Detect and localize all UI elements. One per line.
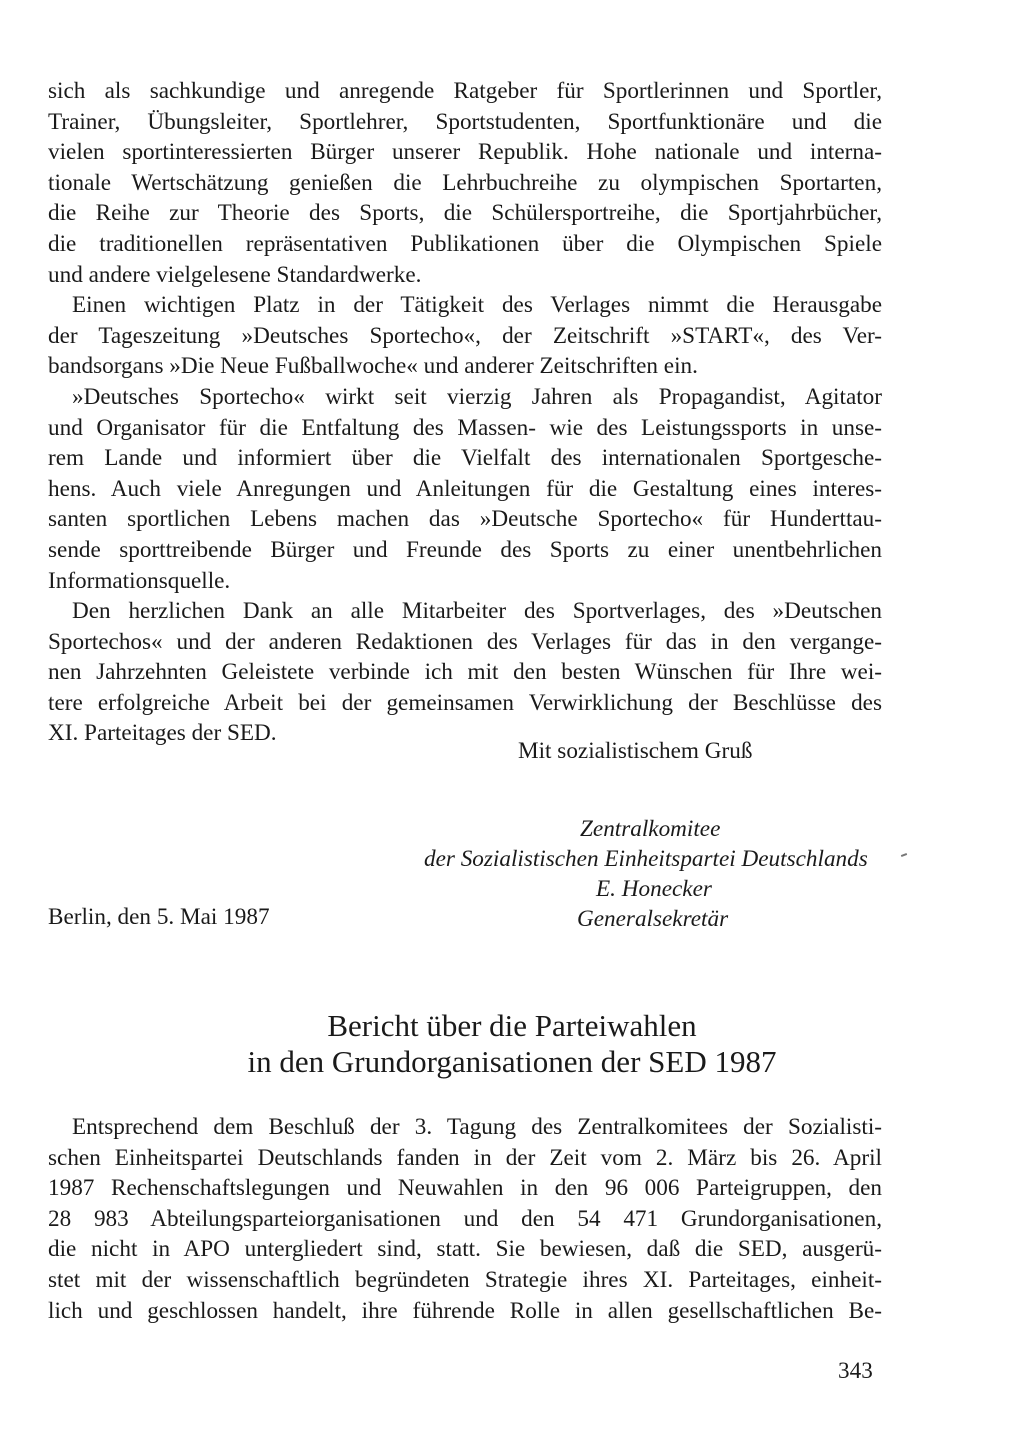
text-line: die nicht in APO untergliedert sind, statt. Sie bewiesen, daß die SED, ausgerü- — [48, 1236, 882, 1263]
text-line: der Tageszeitung »Deutsches Sportecho«, der Zeitschrift »START«, des Ver- — [48, 322, 882, 349]
text-line: 28 983 Abteilungsparteiorganisationen und den 54 471 Grundorganisationen, — [48, 1205, 882, 1232]
place-date: Berlin, den 5. Mai 1987 — [48, 904, 270, 930]
text-line: die traditionellen repräsentativen Publikationen über die Olympischen Spiele — [48, 230, 882, 257]
signature-line: E. Honecker — [596, 876, 712, 902]
text-line: und andere vielgelesene Standardwerke. — [48, 261, 422, 288]
text-line: Informationsquelle. — [48, 567, 231, 594]
text-line: die Reihe zur Theorie des Sports, die Schülersportreihe, die Sportjahrbücher, — [48, 200, 882, 227]
stray-mark — [901, 853, 907, 857]
section-heading — [0, 1008, 1024, 1080]
text-line: Trainer, Übungsleiter, Sportlehrer, Sportstudenten, Sportfunktionäre und die — [48, 108, 882, 135]
greeting: Mit sozialistischem Gruß — [518, 738, 753, 764]
text-line: sich als sachkundige und anregende Ratgeber für Sportlerinnen und Sportler, — [48, 78, 882, 104]
paragraph-1 — [48, 76, 882, 290]
text-line: »Deutsches Sportecho« wirkt seit vierzig Jahren als Propagandist, Agitator — [72, 383, 882, 410]
text-line: Den herzlichen Dank an alle Mitarbeiter des Sportverlages, des »Deutschen — [72, 598, 882, 625]
text-line: 1987 Rechenschaftslegungen und Neuwahlen in den 96 006 Parteigruppen, den — [48, 1175, 882, 1202]
paragraph-3 — [48, 382, 882, 596]
text-line: sende sporttreibende Bürger und Freunde des Sports zu einer unentbehrlichen — [48, 536, 882, 563]
text-line: tere erfolgreiche Arbeit bei der gemeinsamen Verwirklichung der Beschlüsse des — [48, 689, 882, 716]
text-line: bandsorgans »Die Neue Fußballwoche« und anderer Zeitschriften ein. — [48, 353, 698, 380]
paragraph-2 — [48, 290, 882, 382]
text-line: und Organisator für die Entfaltung des Massen- wie des Leistungssports in unse- — [48, 414, 882, 441]
text-line: Entsprechend dem Beschluß der 3. Tagung des Zentralkomitees der Sozialisti- — [72, 1114, 882, 1140]
heading-line: Bericht über die Parteiwahlen — [327, 1008, 697, 1043]
page-number: 343 — [838, 1358, 873, 1384]
text-line: tionale Wertschätzung genießen die Lehrbuchreihe zu olympischen Sportarten, — [48, 169, 882, 196]
body-text-top — [48, 76, 882, 749]
text-line: schen Einheitspartei Deutschlands fanden in der Zeit vom 2. März bis 26. April — [48, 1144, 882, 1171]
text-line: hens. Auch viele Anregungen und Anleitungen für die Gestaltung eines interes- — [48, 475, 882, 502]
signature-line: Zentralkomitee — [580, 816, 721, 842]
signature-line: Generalsekretär — [577, 906, 729, 932]
text-line: rem Lande und informiert über die Vielfalt des internationalen Sportgesche- — [48, 445, 882, 472]
text-line: santen sportlichen Lebens machen das »Deutsche Sportecho« für Hunderttau- — [48, 506, 882, 533]
text-line: Sportechos« und der anderen Redaktionen des Verlages für das in den vergange- — [48, 628, 882, 655]
text-line: vielen sportinteressierten Bürger unserer Republik. Hohe nationale und interna- — [48, 139, 882, 166]
heading-line: in den Grundorganisationen der SED 1987 — [247, 1044, 777, 1079]
text-line: stet mit der wissenschaftlich begründeten Strategie ihres XI. Parteitages, einheit- — [48, 1266, 882, 1293]
text-line: Einen wichtigen Platz in der Tätigkeit des Verlages nimmt die Herausgabe — [72, 292, 882, 319]
text-line: lich und geschlossen handelt, ihre führende Rolle in allen gesellschaftlichen Be- — [48, 1297, 882, 1324]
signature-line: der Sozialistischen Einheitspartei Deutschlands — [424, 846, 868, 872]
paragraph-4 — [48, 596, 882, 749]
body-text-bottom — [48, 1112, 882, 1326]
text-line: XI. Parteitages der SED. — [48, 720, 277, 747]
text-line: nen Jahrzehnten Geleistete verbinde ich mit den besten Wünschen für Ihre wei- — [48, 659, 882, 686]
